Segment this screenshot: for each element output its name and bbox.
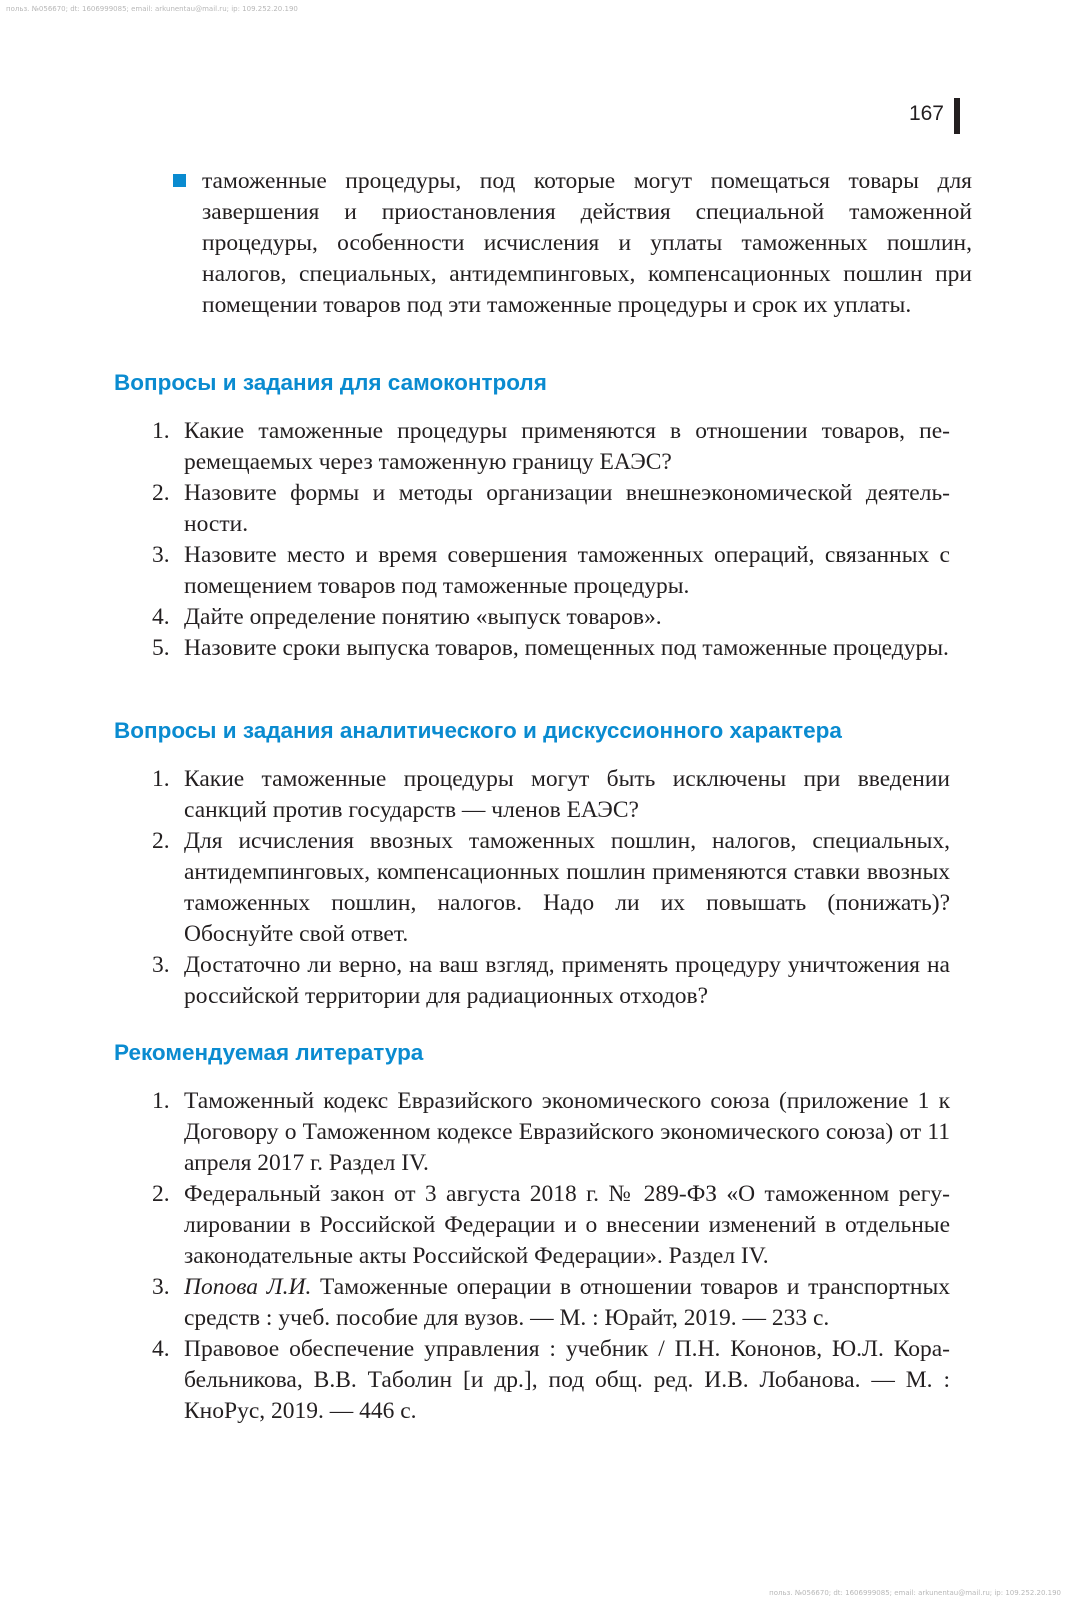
list-item-text: Назовите формы и методы организации внешнеэкономической деятельности. [184, 480, 950, 537]
literature-list [148, 1086, 950, 1427]
page-number-bar [954, 98, 960, 134]
page-number: 167 [908, 102, 944, 125]
list-item-text: Достаточно ли верно, на ваш взгляд, применять процедуру уничтожения на российской территории для радиационных отходов? [184, 952, 950, 1009]
list-item [148, 1334, 950, 1427]
list-item-text: Таможенный кодекс Евразийского экономического союза (приложение 1 к Договору о Таможенном кодексе Евразийского экономического союза) от 11 апреля 2017 г. Раздел IV. [184, 1088, 950, 1176]
list-item [148, 540, 950, 602]
list-item-text: Какие таможенные процедуры применяются в отношении товаров, перемещаемых через таможенную границу ЕАЭС? [184, 418, 950, 475]
list-item-text: Назовите сроки выпуска товаров, помещенных под таможенные процедуры. [184, 635, 949, 661]
list-item-number: 2. [152, 828, 170, 854]
list-item-number: 3. [152, 1274, 170, 1300]
self-control-questions-list [148, 416, 950, 664]
list-item-text: Дайте определение понятию «выпуск товаров». [184, 604, 662, 630]
section-heading-literature: Рекомендуемая литература [114, 1040, 424, 1065]
list-item-number: 2. [152, 480, 170, 506]
list-item-number: 3. [152, 952, 170, 978]
list-item [148, 633, 950, 664]
list-item-citation: Таможенные операции в отношении товаров и транспортных средств : учеб. пособие для вузов. — М. : Юрайт, 2019. — 233 с. [184, 1274, 951, 1331]
section-heading-self-control: Вопросы и задания для самоконтроля [114, 370, 547, 395]
section-heading-analytical: Вопросы и задания аналитического и дискуссионного характера [114, 718, 842, 743]
list-item-number: 1. [152, 766, 170, 792]
list-item-number: 3. [152, 542, 170, 568]
list-item [148, 602, 950, 633]
list-item-number: 4. [152, 1336, 170, 1362]
list-item-text: Правовое обеспечение управления : учебник / П.Н. Кононов, Ю.Л. Корабельникова, В.В. Таболин [и др.], под общ. ред. И.В. Лобанова. — М. : КноРус, 2019. — 446 с. [184, 1336, 950, 1424]
list-item [148, 950, 950, 1012]
list-item-number: 1. [152, 418, 170, 444]
list-item [148, 478, 950, 540]
list-item [148, 1272, 950, 1334]
list-item-number: 2. [152, 1181, 170, 1207]
list-item-text [184, 1274, 950, 1331]
list-item-number: 4. [152, 604, 170, 630]
list-item-number: 1. [152, 1088, 170, 1114]
watermark-bottom: польз. №056670; dt: 1606999085; email: arkunentau@mail.ru; ip: 109.252.20.190 [769, 1589, 1061, 1597]
watermark-top: польз. №056670; dt: 1606999085; email: arkunentau@mail.ru; ip: 109.252.20.190 [6, 5, 298, 13]
list-item-text: Для исчисления ввозных таможенных пошлин, налогов, специальных, антидемпинговых, компенсационных пошлин применяются ставки ввозных таможенных пошлин, налогов. Надо ли их повышать (понижать)? Обоснуйте свой ответ. [184, 828, 950, 947]
list-item [148, 416, 950, 478]
list-item-author: Попова Л.И. [184, 1274, 312, 1300]
analytical-questions-list [148, 764, 950, 1012]
bullet-text: таможенные процедуры, под которые могут помещаться товары для завершения и приостановления действия специальной таможенной процедуры, особенности исчисления и уплаты таможенных пошлин, налогов, специальных, антидемпинговых, компенсационных пошлин при помещении товаров под эти таможенные процедуры и срок их уплаты. [202, 168, 972, 318]
list-item-text: Какие таможенные процедуры могут быть исключены при введении санкций против государств — членов ЕАЭС? [184, 766, 950, 823]
list-item [148, 1179, 950, 1272]
list-item [148, 764, 950, 826]
list-item [148, 1086, 950, 1179]
list-item-number: 5. [152, 635, 170, 661]
list-item [148, 826, 950, 950]
list-item-text: Федеральный закон от 3 августа 2018 г. № 289-ФЗ «О таможенном регулировании в Российской Федерации и о внесении изменений в отдельные законодательные акты Российской Федерации». Раздел IV. [184, 1181, 950, 1269]
list-item-text: Назовите место и время совершения таможенных операций, связанных с помещением товаров под таможенные процедуры. [184, 542, 950, 599]
bullet-square-icon [173, 174, 186, 187]
